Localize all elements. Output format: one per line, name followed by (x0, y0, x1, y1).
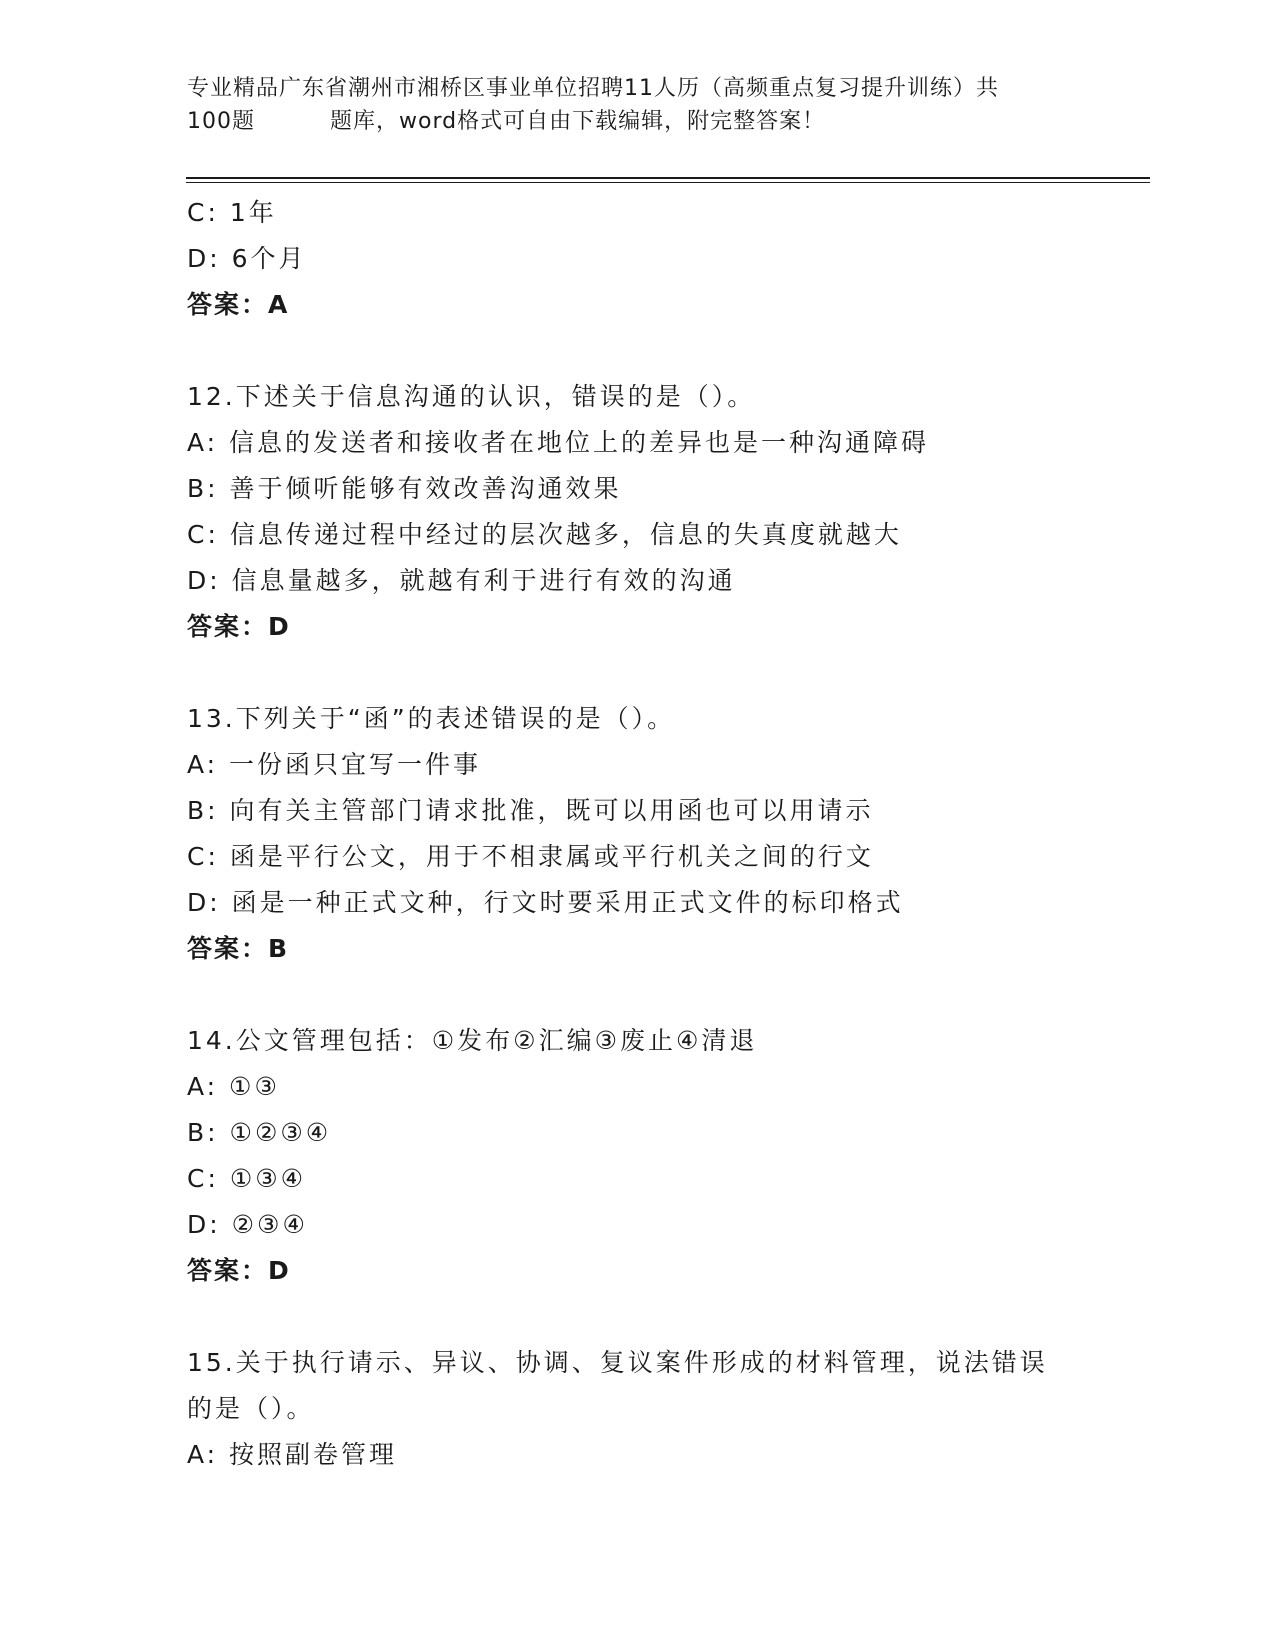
answer-line: 答案：D (187, 612, 291, 641)
question-stem-continued: 的是（）。 (187, 1394, 315, 1423)
header-question-count: 100题 (187, 109, 255, 134)
option-item (187, 1432, 1087, 1478)
option-text: 一份函只宜写一件事 (229, 750, 482, 779)
option-text: ①③ (229, 1072, 280, 1101)
answer-line: 答案：A (187, 290, 290, 319)
option-text: ①③④ (229, 1164, 307, 1193)
option-key: A: (187, 428, 219, 457)
option-item (187, 466, 1087, 512)
question-content (187, 190, 1087, 1478)
option-text: 函是一种正式文种，行文时要采用正式文件的标印格式 (231, 888, 904, 917)
option-key: B: (187, 1118, 219, 1147)
option-item (187, 834, 1087, 880)
option-item (187, 742, 1087, 788)
option-text: 向有关主管部门请求批准，既可以用函也可以用请示 (229, 796, 874, 825)
option-item (187, 788, 1087, 834)
option-key: C: (187, 1164, 219, 1193)
option-item (187, 190, 1087, 236)
question-stem: 13.下列关于“函”的表述错误的是（）。 (187, 704, 676, 733)
option-key: B: (187, 474, 219, 503)
option-item (187, 1156, 1087, 1202)
option-text: 信息传递过程中经过的层次越多，信息的失真度就越大 (229, 520, 902, 549)
question-stem: 15.关于执行请示、异议、协调、复议案件形成的材料管理，说法错误 (187, 1348, 1048, 1377)
page-header (187, 72, 1087, 138)
option-text: 按照副卷管理 (229, 1440, 398, 1469)
option-item (187, 880, 1087, 926)
option-key: C: (187, 198, 219, 227)
option-text: ①②③④ (229, 1118, 332, 1147)
question-stem: 14.公文管理包括：①发布②汇编③废止④清退 (187, 1026, 758, 1055)
option-key: B: (187, 796, 219, 825)
answer-line: 答案：B (187, 934, 290, 963)
option-key: D: (187, 244, 221, 273)
option-key: D: (187, 1210, 221, 1239)
answer-line: 答案：D (187, 1256, 291, 1285)
option-text: 函是平行公文，用于不相隶属或平行机关之间的行文 (229, 842, 874, 871)
header-description: 题库，word格式可自由下载编辑，附完整答案！ (330, 109, 826, 134)
option-item (187, 420, 1087, 466)
header-rule-thin (186, 182, 1150, 183)
option-text: 6个月 (231, 244, 307, 273)
option-key: D: (187, 566, 221, 595)
option-key: A: (187, 1440, 219, 1469)
option-text: 信息量越多，就越有利于进行有效的沟通 (231, 566, 736, 595)
option-text: 善于倾听能够有效改善沟通效果 (229, 474, 622, 503)
option-item (187, 558, 1087, 604)
option-key: C: (187, 520, 219, 549)
option-item (187, 512, 1087, 558)
header-title-line-2 (187, 105, 1087, 138)
header-rule-thick (186, 177, 1150, 179)
option-key: D: (187, 888, 221, 917)
question-stem: 12.下述关于信息沟通的认识，错误的是（）。 (187, 382, 756, 411)
option-text: 1年 (229, 198, 277, 227)
option-key: A: (187, 750, 219, 779)
header-title-line-1: 专业精品广东省潮州市湘桥区事业单位招聘11人历（高频重点复习提升训练）共 (187, 76, 999, 101)
option-item (187, 236, 1087, 282)
option-text: 信息的发送者和接收者在地位上的差异也是一种沟通障碍 (229, 428, 930, 457)
option-text: ②③④ (231, 1210, 308, 1239)
option-item (187, 1202, 1087, 1248)
option-item (187, 1110, 1087, 1156)
option-key: A: (187, 1072, 219, 1101)
option-item (187, 1064, 1087, 1110)
option-key: C: (187, 842, 219, 871)
